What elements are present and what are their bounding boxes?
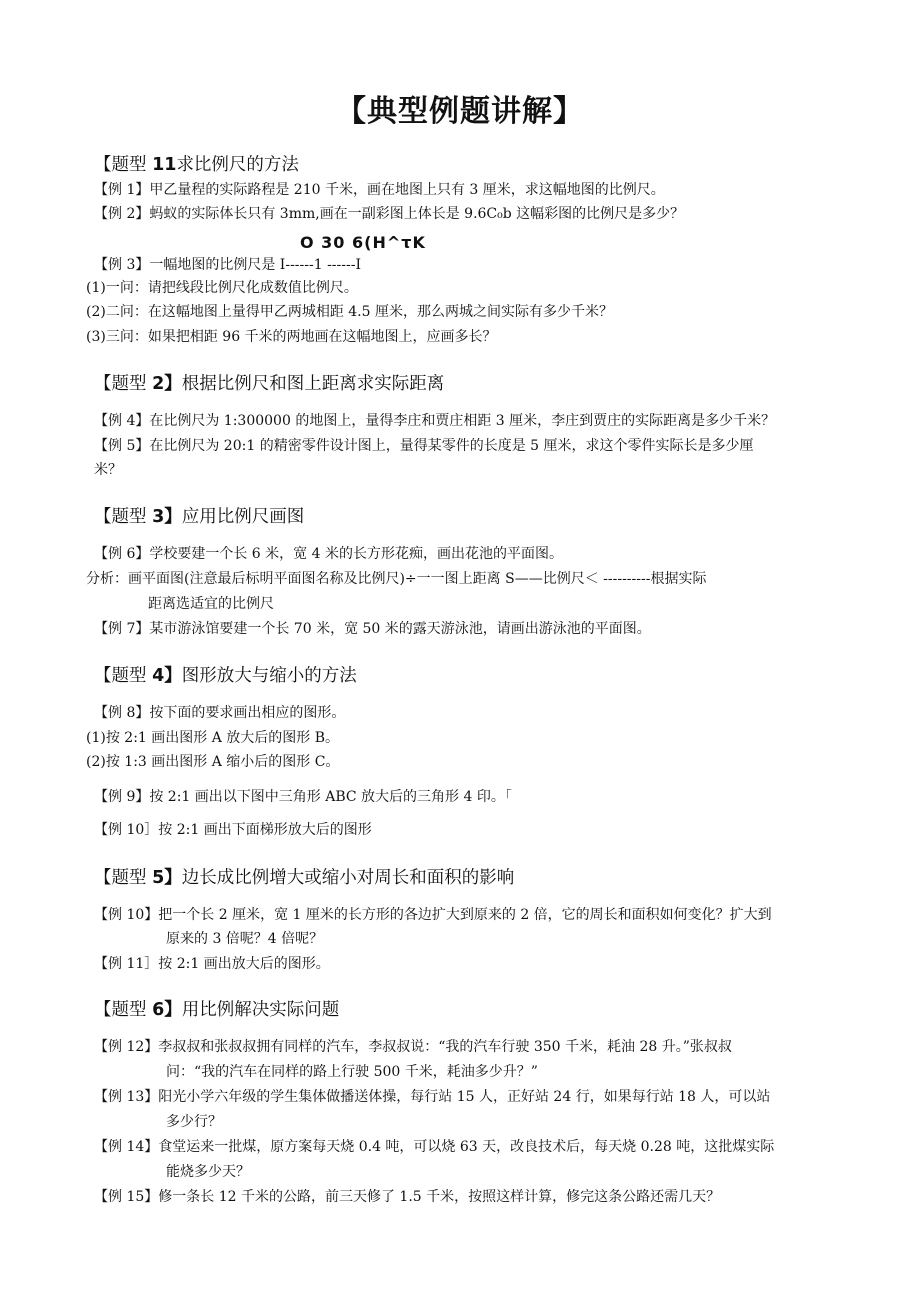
section-heading-4: 【题型 4】图形放大与缩小的方法 — [94, 666, 357, 686]
section-heading-5: 【题型 5】边长成比例增大或缩小对周长和面积的影响 — [94, 868, 515, 888]
example-13-cont: 多少行？ — [166, 1114, 222, 1130]
line-scale-labels: O 30 6(H^τK — [300, 233, 426, 252]
example-7: 【例 7】某市游泳馆要建一个长 70 米，宽 50 米的露天游泳池，请画出游泳池的平面图。 — [94, 621, 651, 637]
example-8: 【例 8】按下面的要求画出相应的图形。 — [94, 705, 346, 721]
example-11: 【例 11］按 2:1 画出放大后的图形。 — [94, 956, 330, 972]
example-13: 【例 13】阳光小学六年级的学生集体做播送体操，每行站 15 人，正好站 24 行，如果每行站 18 人，可以站 — [94, 1089, 771, 1105]
example-12: 【例 12】李叔叔和张叔叔拥有同样的汽车，李叔叔说：“我的汽车行驶 350 千米，耗油 28 升。”张叔叔 — [94, 1039, 732, 1055]
example-10b-cont: 原来的 3 倍呢？4 倍呢？ — [166, 931, 324, 947]
example-10a: 【例 10］按 2:1 画出下面梯形放大后的图形 — [94, 822, 372, 838]
example-14: 【例 14】食堂运来一批煤，原方案每天烧 0.4 吨，可以烧 63 天，改良技术后，每天烧 0.28 吨，这批煤实际 — [94, 1139, 775, 1155]
analysis: 分析：画平面图(注意最后标明平面图名称及比例尺)÷一一图上距离 S——比例尺＜ ----------根据实际 — [86, 571, 707, 587]
example-5: 【例 5】在比例尺为 20:1 的精密零件设计图上，量得某零件的长度是 5 厘米，求这个零件实际长是多少厘 — [94, 438, 754, 454]
example-1: 【例 1】甲乙量程的实际路程是 210 千米，画在地图上只有 3 厘米，求这幅地图的比例尺。 — [94, 182, 665, 198]
example-4: 【例 4】在比例尺为 1:300000 的地图上，量得李庄和贾庄相距 3 厘米，李庄到贾庄的实际距离是多少千米？ — [94, 413, 776, 429]
example-2: 【例 2】蚂蚁的实际体长只有 3mm,画在一副彩图上体长是 9.6C₀b 这幅彩图的比例尺是多少？ — [94, 206, 685, 222]
example-12-cont: 问：“我的汽车在同样的路上行驶 500 千米，耗油多少升？” — [166, 1064, 538, 1080]
example-3-q1: (1)一问：请把线段比例尺化成数值比例尺。 — [86, 280, 358, 296]
section-heading-2: 【题型 2】根据比例尺和图上距离求实际距离 — [94, 374, 445, 394]
example-9: 【例 9】按 2:1 画出以下图中三角形 ABC 放大后的三角形 4 印。「 — [94, 789, 512, 805]
example-14-cont: 能烧多少天？ — [166, 1164, 250, 1180]
example-3: 【例 3】一幅地图的比例尺是 I------1 ------I — [94, 257, 361, 273]
example-3-q3: (3)三问：如果把相距 96 千米的两地画在这幅地图上，应画多长？ — [86, 329, 497, 345]
section-heading-6: 【题型 6】用比例解决实际问题 — [94, 1000, 340, 1020]
example-10b: 【例 10】把一个长 2 厘米，宽 1 厘米的长方形的各边扩大到原来的 2 倍，它的周长和面积如何变化？扩大到 — [94, 907, 772, 923]
example-8-q1: (1)按 2:1 画出图形 A 放大后的图形 B。 — [86, 730, 340, 746]
section-heading-1: 【题型 11求比例尺的方法 — [94, 155, 299, 175]
example-5-cont: 米？ — [94, 462, 122, 478]
example-8-q2: (2)按 1:3 画出图形 A 缩小后的图形 C。 — [86, 754, 340, 770]
analysis-cont: 距离选适宜的比例尺 — [148, 596, 274, 612]
section-heading-3: 【题型 3】应用比例尺画图 — [94, 507, 305, 527]
example-15: 【例 15】修一条长 12 千米的公路，前三天修了 1.5 千米，按照这样计算，修完这条公路还需几天？ — [94, 1189, 721, 1205]
example-3-q2: (2)二问：在这幅地图上量得甲乙两城相距 4.5 厘米，那么两城之间实际有多少千米？ — [86, 304, 613, 320]
example-6: 【例 6】学校要建一个长 6 米，宽 4 米的长方形花痴，画出花池的平面图。 — [94, 546, 563, 562]
page-title: 【典型例题讲解】 — [336, 94, 584, 129]
